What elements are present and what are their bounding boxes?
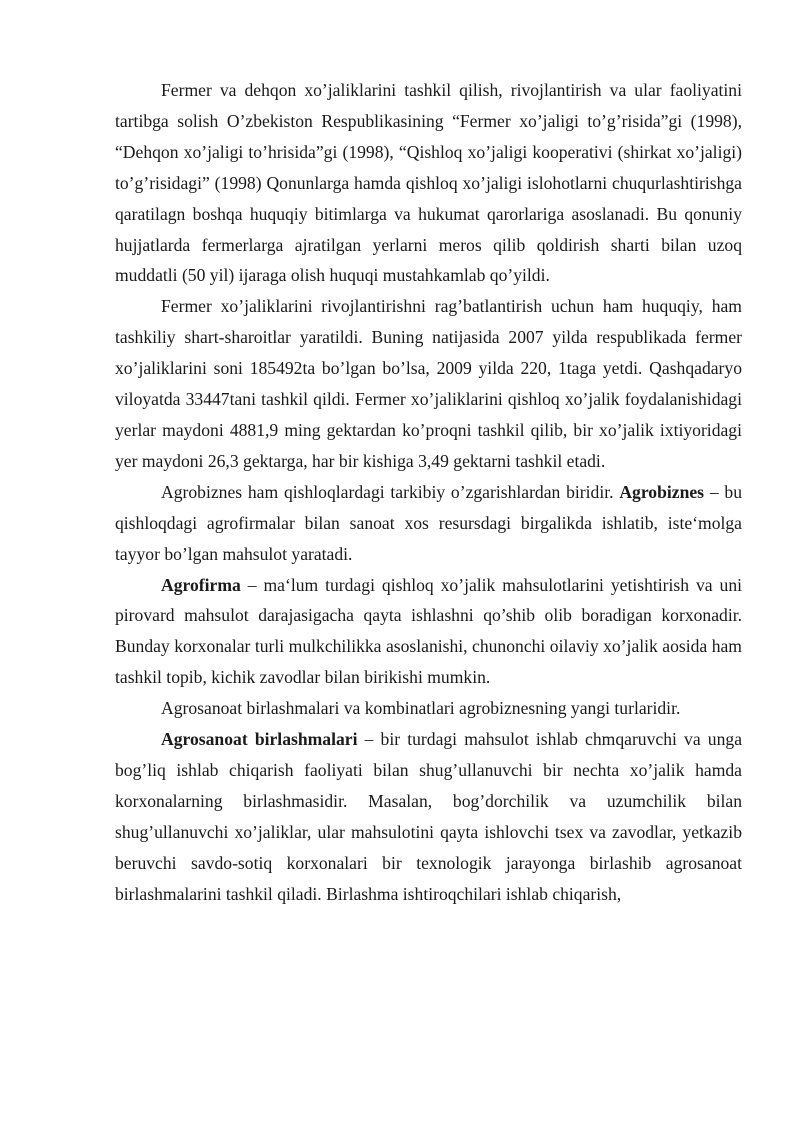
paragraph-text: – bu qishloqdagi agrofirmalar bilan sanoat xos resursdagi birgalikda ishlatib, iste‘molga tayyor bo’lgan mahsulot yaratadi. <box>115 481 742 564</box>
paragraph-text: Fermer va dehqon xo’jaliklarini tashkil qilish, rivojlantirish va ular faoliyatini tartibga solish O’zbekiston Respublikasining “Fermer xo’jaligi to’g’risida”gi (1998), “Dehqon xo’jaligi to’hrisida”gi (1998), “Qishloq xo’jaligi kooperativi (shirkat xo’jaligi) to’g’risidagi” (1998) Qonunlarga hamda qishloq xo’jaligi islohotlarni chuqurlashtirishga qaratilagn boshqa huquqiy bitimlarga va hukumat qarorlariga asoslanadi. Bu qonuniy hujjatlarda fermerlarga ajratilgan yerlarni meros qilib qoldirish sharti bilan uzoq muddatli (50 yil) ijaraga olish huquqi mustahkamlab qo’yildi. <box>115 80 742 286</box>
term-agrosanoat-birlashmalari: Agrosanoat birlashmalari <box>161 729 358 750</box>
paragraph-text: Agrobiznes ham qishloqlardagi tarkibiy o’zgarishlardan biridir. <box>161 481 620 502</box>
paragraph-farm-legislation <box>115 75 742 291</box>
term-agrobiznes: Agrobiznes <box>619 481 705 502</box>
document-page <box>115 75 742 909</box>
paragraph-text: – ma‘lum turdagi qishloq xo’jalik mahsulotlarini yetishtirish va uni pirovard mahsulot darajasigacha qayta ishlashni qo’shib olib boradigan korxonadir. Bunday korxonalar turli mulkchilikka asoslanishi, chunonchi oilaviy xo’jalik aosida ham tashkil topib, kichik zavodlar bilan birikishi mumkin. <box>115 574 742 688</box>
paragraph-farm-statistics <box>115 291 742 476</box>
paragraph-text: Fermer xo’jaliklarini rivojlantirishni rag’batlantirish uchun ham huquqiy, ham tashkiliy shart-sharoitlar yaratildi. Buning natijasida 2007 yilda respublikada fermer xo’jaliklarini soni 185492ta bo’lgan bo’lsa, 2009 yilda 220, 1taga yetdi. Qashqadaryo viloyatda 33447tani tashkil qildi. Fermer xo’jaliklarini qishloq xo’jalik foydalanishidagi yerlar maydoni 4881,9 ming gektardan ko’proqni tashkil qilib, bir xo’jalik ixtiyoridagi yer maydoni 26,3 gektarga, har bir kishiga 3,49 gektarni tashkil etadi. <box>115 296 742 471</box>
paragraph-agrofirm <box>115 570 742 694</box>
paragraph-agrobusiness <box>115 477 742 570</box>
paragraph-agroindustry-associations <box>115 724 742 909</box>
paragraph-agroindustry-intro <box>115 693 742 724</box>
paragraph-text: – bir turdagi mahsulot ishlab chmqaruvchi va unga bog’liq ishlab chiqarish faoliyati bilan shug’ullanuvchi bir nechta xo’jalik hamda korxonalarning birlashmasidir. Masalan, bog’dorchilik va uzumchilik bilan shug’ullanuvchi xo’jaliklar, ular mahsulotini qayta ishlovchi tsex va zavodlar, yetkazib beruvchi savdo-sotiq korxonalari bir texnologik jarayonga birlashib agrosanoat birlashmalarini tashkil qiladi. Birlashma ishtiroqchilari ishlab chiqarish, <box>115 729 742 904</box>
paragraph-text: Agrosanoat birlashmalari va kombinatlari agrobiznesning yangi turlaridir. <box>161 698 681 719</box>
term-agrofirma: Agrofirma <box>161 574 241 595</box>
